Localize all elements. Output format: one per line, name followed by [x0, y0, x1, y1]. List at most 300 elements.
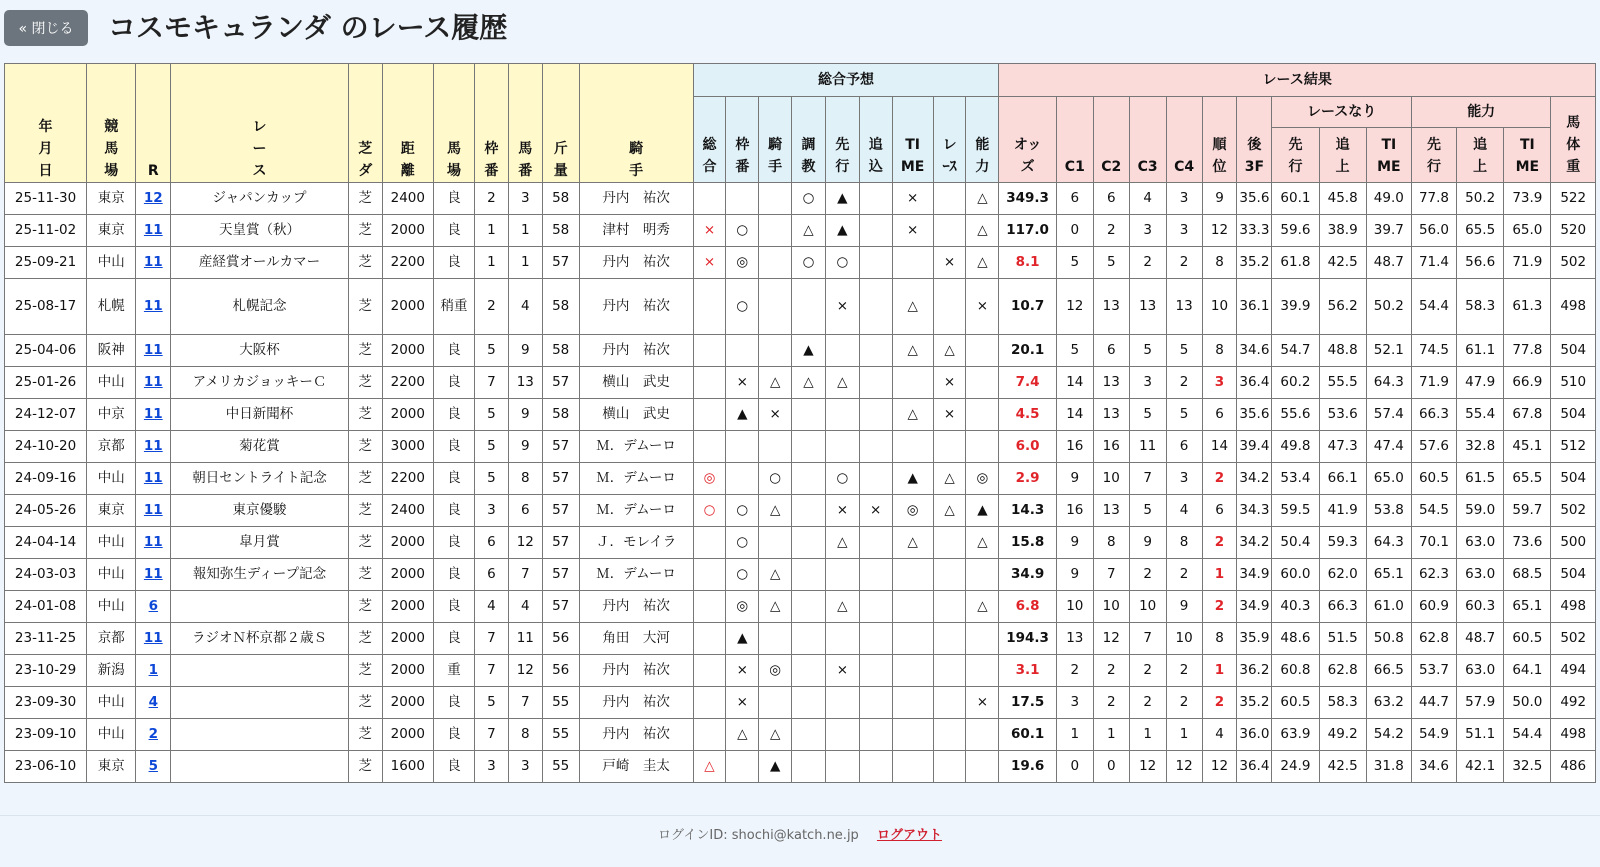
cell-prediction-mark: △ — [966, 527, 999, 559]
cell-distance: 2000 — [382, 279, 433, 335]
race-link[interactable]: 6 — [148, 598, 158, 614]
cell-jockey: 丹内 祐次 — [579, 247, 693, 279]
race-link[interactable]: 11 — [143, 534, 163, 550]
cell-race-nari: 49.0 — [1366, 183, 1411, 215]
cell-race-nari: 53.6 — [1319, 399, 1366, 431]
cell-body-weight: 502 — [1551, 247, 1596, 279]
cell-corner-position: 3 — [1166, 463, 1202, 495]
cell-last3f: 35.2 — [1237, 687, 1272, 719]
cell-race-nari: 47.4 — [1366, 431, 1411, 463]
cell-body-weight: 512 — [1551, 431, 1596, 463]
cell-prediction-mark — [933, 559, 966, 591]
cell-distance: 2000 — [382, 215, 433, 247]
cell-last3f: 34.2 — [1237, 527, 1272, 559]
cell-prediction-mark: △ — [726, 719, 759, 751]
cell-corner-position: 2 — [1166, 655, 1202, 687]
cell-corner-position: 5 — [1129, 399, 1166, 431]
cell-prediction-mark — [693, 559, 726, 591]
race-link[interactable]: 11 — [143, 254, 163, 270]
cell-jockey: Ｍ．デムーロ — [579, 559, 693, 591]
cell-waku: 2 — [475, 183, 509, 215]
cell-race-number — [136, 527, 171, 559]
race-link[interactable]: 11 — [143, 502, 163, 518]
cell-kinryo: 57 — [542, 591, 579, 623]
cell-body-weight: 522 — [1551, 183, 1596, 215]
cell-track: 中山 — [87, 559, 136, 591]
col-last3f: 後 3F — [1237, 97, 1272, 183]
cell-odds: 3.1 — [999, 655, 1056, 687]
cell-body-weight: 504 — [1551, 399, 1596, 431]
cell-track: 中山 — [87, 591, 136, 623]
cell-last3f: 39.4 — [1237, 431, 1272, 463]
cell-race-nari: 31.8 — [1366, 751, 1411, 783]
cell-last3f: 35.6 — [1237, 399, 1272, 431]
cell-prediction-mark — [726, 431, 759, 463]
race-row — [5, 399, 1596, 431]
cell-race-name: 天皇賞（秋） — [171, 215, 349, 247]
cell-condition: 良 — [433, 463, 474, 495]
cell-prediction-mark: △ — [966, 591, 999, 623]
cell-prediction-mark: △ — [966, 183, 999, 215]
cell-prediction-mark — [759, 183, 792, 215]
cell-prediction-mark: ▲ — [892, 463, 933, 495]
race-row — [5, 687, 1596, 719]
cell-rank: 1 — [1202, 655, 1237, 687]
cell-waku: 3 — [475, 751, 509, 783]
cell-prediction-mark — [859, 463, 892, 495]
cell-race-nari: 50.2 — [1366, 279, 1411, 335]
cell-race-name — [171, 591, 349, 623]
col-rank: 順 位 — [1202, 97, 1237, 183]
cell-race-nari: 38.9 — [1319, 215, 1366, 247]
col-track: 競 馬 場 — [87, 64, 136, 183]
cell-ability: 77.8 — [1411, 183, 1456, 215]
cell-ability: 56.6 — [1457, 247, 1504, 279]
cell-prediction-mark — [792, 655, 826, 687]
cell-prediction-mark: ○ — [726, 527, 759, 559]
cell-corner-position: 2 — [1166, 247, 1202, 279]
cell-race-nari: 52.1 — [1366, 335, 1411, 367]
cell-rank: 8 — [1202, 247, 1237, 279]
race-link[interactable]: 4 — [148, 694, 158, 710]
cell-ability: 64.1 — [1504, 655, 1551, 687]
cell-distance: 2000 — [382, 623, 433, 655]
cell-kinryo: 58 — [542, 399, 579, 431]
cell-corner-position: 12 — [1093, 623, 1129, 655]
cell-track: 中山 — [87, 687, 136, 719]
cell-prediction-mark — [859, 399, 892, 431]
cell-race-nari: 55.5 — [1319, 367, 1366, 399]
cell-jockey: Ｍ．デムーロ — [579, 495, 693, 527]
cell-prediction-mark: × — [693, 247, 726, 279]
cell-prediction-mark — [693, 719, 726, 751]
cell-ability: 60.9 — [1411, 591, 1456, 623]
cell-prediction-mark: × — [726, 687, 759, 719]
cell-race-nari: 63.9 — [1272, 719, 1319, 751]
cell-race-number — [136, 183, 171, 215]
cell-corner-position: 2 — [1129, 559, 1166, 591]
cell-prediction-mark — [933, 687, 966, 719]
cell-corner-position: 13 — [1056, 623, 1093, 655]
cell-corner-position: 5 — [1129, 495, 1166, 527]
cell-race-nari: 60.2 — [1272, 367, 1319, 399]
race-row — [5, 655, 1596, 687]
cell-rank: 2 — [1202, 527, 1237, 559]
cell-odds: 194.3 — [999, 623, 1056, 655]
cell-prediction-mark — [792, 279, 826, 335]
cell-body-weight: 504 — [1551, 559, 1596, 591]
cell-corner-position: 11 — [1129, 431, 1166, 463]
cell-prediction-mark: △ — [966, 215, 999, 247]
cell-corner-position: 3 — [1129, 367, 1166, 399]
cell-prediction-mark: △ — [759, 559, 792, 591]
cell-race-nari: 51.5 — [1319, 623, 1366, 655]
col-pred-jockey: 騎 手 — [759, 97, 792, 183]
race-link[interactable]: 11 — [143, 470, 163, 486]
cell-prediction-mark: △ — [759, 719, 792, 751]
cell-corner-position: 7 — [1129, 463, 1166, 495]
cell-ability: 50.2 — [1457, 183, 1504, 215]
cell-kinryo: 58 — [542, 279, 579, 335]
logout-link[interactable]: ログアウト — [876, 828, 942, 843]
race-link[interactable]: 5 — [148, 758, 158, 774]
cell-jockey: 戸崎 圭太 — [579, 751, 693, 783]
cell-rank: 12 — [1202, 215, 1237, 247]
cell-body-weight: 504 — [1551, 463, 1596, 495]
cell-date: 25-11-30 — [5, 183, 87, 215]
cell-race-number — [136, 559, 171, 591]
cell-corner-position: 2 — [1056, 655, 1093, 687]
cell-race-name: 札幌記念 — [171, 279, 349, 335]
cell-prediction-mark — [825, 559, 859, 591]
cell-ability: 47.9 — [1457, 367, 1504, 399]
cell-date: 24-05-26 — [5, 495, 87, 527]
race-link[interactable]: 11 — [143, 298, 163, 314]
race-link[interactable]: 11 — [143, 374, 163, 390]
cell-prediction-mark — [693, 367, 726, 399]
cell-prediction-mark — [859, 215, 892, 247]
cell-track: 阪神 — [87, 335, 136, 367]
cell-corner-position: 14 — [1056, 367, 1093, 399]
cell-ability: 73.6 — [1504, 527, 1551, 559]
cell-ability: 50.0 — [1504, 687, 1551, 719]
cell-last3f: 34.9 — [1237, 591, 1272, 623]
race-link[interactable]: 11 — [143, 406, 163, 422]
cell-kinryo: 55 — [542, 687, 579, 719]
race-row — [5, 623, 1596, 655]
cell-distance: 3000 — [382, 431, 433, 463]
cell-prediction-mark — [759, 279, 792, 335]
cell-prediction-mark — [792, 623, 826, 655]
cell-prediction-mark — [693, 655, 726, 687]
cell-odds: 20.1 — [999, 335, 1056, 367]
cell-odds: 19.6 — [999, 751, 1056, 783]
cell-prediction-mark — [966, 719, 999, 751]
cell-prediction-mark — [759, 687, 792, 719]
cell-kinryo: 56 — [542, 623, 579, 655]
cell-waku: 5 — [475, 335, 509, 367]
cell-odds: 15.8 — [999, 527, 1056, 559]
cell-prediction-mark: ◎ — [726, 591, 759, 623]
col-body-weight: 馬 体 重 — [1551, 97, 1596, 183]
cell-condition: 良 — [433, 367, 474, 399]
cell-date: 24-01-08 — [5, 591, 87, 623]
cell-body-weight: 486 — [1551, 751, 1596, 783]
cell-race-number — [136, 335, 171, 367]
cell-prediction-mark: × — [825, 495, 859, 527]
cell-race-nari: 60.1 — [1272, 183, 1319, 215]
cell-race-nari: 61.0 — [1366, 591, 1411, 623]
race-link[interactable]: 11 — [143, 566, 163, 582]
cell-ability: 63.0 — [1457, 559, 1504, 591]
cell-jockey: Ｊ．モレイラ — [579, 527, 693, 559]
cell-ability: 42.1 — [1457, 751, 1504, 783]
cell-ability: 73.9 — [1504, 183, 1551, 215]
cell-race-nari: 39.7 — [1366, 215, 1411, 247]
cell-odds: 2.9 — [999, 463, 1056, 495]
col-condition: 馬 場 — [433, 64, 474, 183]
cell-prediction-mark: × — [966, 279, 999, 335]
cell-umaban: 13 — [508, 367, 542, 399]
cell-prediction-mark: ◎ — [726, 247, 759, 279]
cell-ability: 63.0 — [1457, 655, 1504, 687]
cell-prediction-mark: △ — [892, 279, 933, 335]
cell-ability: 59.0 — [1457, 495, 1504, 527]
close-button[interactable]: « 閉じる — [4, 10, 88, 46]
cell-race-number — [136, 279, 171, 335]
cell-prediction-mark — [825, 751, 859, 783]
cell-corner-position: 12 — [1129, 751, 1166, 783]
cell-prediction-mark: △ — [792, 367, 826, 399]
cell-umaban: 9 — [508, 431, 542, 463]
cell-prediction-mark — [892, 367, 933, 399]
cell-last3f: 36.4 — [1237, 751, 1272, 783]
cell-corner-position: 5 — [1166, 399, 1202, 431]
cell-track: 東京 — [87, 183, 136, 215]
cell-prediction-mark: × — [759, 399, 792, 431]
cell-surface: 芝 — [348, 687, 382, 719]
group-ability: 能力 — [1411, 97, 1551, 128]
cell-last3f: 35.6 — [1237, 183, 1272, 215]
cell-race-nari: 50.8 — [1366, 623, 1411, 655]
cell-prediction-mark — [966, 335, 999, 367]
cell-ability: 55.4 — [1457, 399, 1504, 431]
cell-prediction-mark: ○ — [825, 463, 859, 495]
cell-race-nari: 55.6 — [1272, 399, 1319, 431]
cell-prediction-mark — [792, 751, 826, 783]
cell-corner-position: 7 — [1129, 623, 1166, 655]
cell-prediction-mark — [933, 183, 966, 215]
cell-condition: 稍重 — [433, 279, 474, 335]
cell-condition: 良 — [433, 431, 474, 463]
cell-prediction-mark: × — [825, 655, 859, 687]
race-row — [5, 719, 1596, 751]
cell-prediction-mark — [933, 279, 966, 335]
cell-track: 中山 — [87, 463, 136, 495]
cell-last3f: 33.3 — [1237, 215, 1272, 247]
cell-track: 中山 — [87, 247, 136, 279]
cell-date: 25-01-26 — [5, 367, 87, 399]
cell-date: 24-04-14 — [5, 527, 87, 559]
cell-waku: 7 — [475, 719, 509, 751]
cell-prediction-mark — [892, 431, 933, 463]
cell-ability: 70.1 — [1411, 527, 1456, 559]
race-link[interactable]: 11 — [143, 222, 163, 238]
cell-track: 京都 — [87, 431, 136, 463]
cell-track: 新潟 — [87, 655, 136, 687]
cell-surface: 芝 — [348, 719, 382, 751]
race-link[interactable]: 11 — [143, 342, 163, 358]
cell-umaban: 7 — [508, 687, 542, 719]
cell-prediction-mark: △ — [759, 367, 792, 399]
race-row — [5, 431, 1596, 463]
cell-kinryo: 57 — [542, 527, 579, 559]
cell-distance: 2400 — [382, 183, 433, 215]
cell-condition: 良 — [433, 399, 474, 431]
cell-race-nari: 62.8 — [1319, 655, 1366, 687]
cell-corner-position: 9 — [1166, 591, 1202, 623]
cell-prediction-mark: × — [933, 399, 966, 431]
cell-race-number — [136, 591, 171, 623]
race-link[interactable]: 2 — [148, 726, 158, 742]
cell-kinryo: 55 — [542, 751, 579, 783]
cell-prediction-mark — [859, 719, 892, 751]
cell-rank: 6 — [1202, 495, 1237, 527]
cell-ability: 54.4 — [1411, 279, 1456, 335]
cell-prediction-mark — [693, 687, 726, 719]
cell-prediction-mark — [966, 655, 999, 687]
cell-race-name — [171, 655, 349, 687]
cell-jockey: 丹内 祐次 — [579, 279, 693, 335]
cell-corner-position: 10 — [1093, 591, 1129, 623]
cell-waku: 5 — [475, 431, 509, 463]
cell-corner-position: 1 — [1166, 719, 1202, 751]
cell-odds: 7.4 — [999, 367, 1056, 399]
cell-odds: 34.9 — [999, 559, 1056, 591]
cell-waku: 5 — [475, 687, 509, 719]
cell-rank: 12 — [1202, 751, 1237, 783]
cell-race-name: アメリカジョッキーＣ — [171, 367, 349, 399]
cell-track: 京都 — [87, 623, 136, 655]
cell-kinryo: 58 — [542, 335, 579, 367]
cell-prediction-mark — [892, 559, 933, 591]
race-history-table — [4, 63, 1596, 783]
cell-prediction-mark — [892, 751, 933, 783]
cell-body-weight: 502 — [1551, 623, 1596, 655]
cell-corner-position: 5 — [1166, 335, 1202, 367]
cell-jockey: Ｍ．デムーロ — [579, 463, 693, 495]
cell-race-number — [136, 367, 171, 399]
cell-date: 25-09-21 — [5, 247, 87, 279]
cell-waku: 2 — [475, 279, 509, 335]
cell-prediction-mark — [693, 399, 726, 431]
cell-umaban: 7 — [508, 559, 542, 591]
cell-prediction-mark: ◎ — [693, 463, 726, 495]
cell-prediction-mark: ▲ — [966, 495, 999, 527]
race-link[interactable]: 12 — [143, 190, 163, 206]
cell-body-weight: 498 — [1551, 279, 1596, 335]
cell-prediction-mark — [859, 623, 892, 655]
cell-distance: 2200 — [382, 367, 433, 399]
cell-odds: 117.0 — [999, 215, 1056, 247]
cell-race-nari: 47.3 — [1319, 431, 1366, 463]
cell-jockey: 丹内 祐次 — [579, 591, 693, 623]
cell-race-nari: 53.4 — [1272, 463, 1319, 495]
cell-prediction-mark — [759, 527, 792, 559]
cell-prediction-mark: × — [966, 687, 999, 719]
cell-surface: 芝 — [348, 399, 382, 431]
col-pred-front: 先 行 — [825, 97, 859, 183]
cell-prediction-mark: ▲ — [726, 623, 759, 655]
cell-track: 東京 — [87, 751, 136, 783]
cell-prediction-mark — [933, 527, 966, 559]
cell-rank: 2 — [1202, 687, 1237, 719]
cell-condition: 良 — [433, 559, 474, 591]
cell-track: 中山 — [87, 719, 136, 751]
cell-umaban: 8 — [508, 463, 542, 495]
col-ab-front: 先 行 — [1411, 128, 1456, 183]
cell-last3f: 35.9 — [1237, 623, 1272, 655]
cell-umaban: 4 — [508, 279, 542, 335]
cell-waku: 6 — [475, 527, 509, 559]
cell-odds: 4.5 — [999, 399, 1056, 431]
group-prediction: 総合予想 — [693, 64, 999, 97]
login-id-text: ログインID: shochi@katch.ne.jp — [658, 828, 859, 843]
cell-track: 東京 — [87, 495, 136, 527]
cell-surface: 芝 — [348, 247, 382, 279]
col-pred-closer: 追 込 — [859, 97, 892, 183]
cell-prediction-mark — [792, 687, 826, 719]
cell-umaban: 3 — [508, 751, 542, 783]
cell-prediction-mark — [892, 719, 933, 751]
cell-prediction-mark — [892, 623, 933, 655]
cell-odds: 8.1 — [999, 247, 1056, 279]
cell-prediction-mark — [892, 655, 933, 687]
cell-race-nari: 57.4 — [1366, 399, 1411, 431]
cell-surface: 芝 — [348, 215, 382, 247]
cell-corner-position: 2 — [1166, 687, 1202, 719]
header-row-groups — [5, 64, 1596, 97]
cell-prediction-mark — [693, 527, 726, 559]
cell-umaban: 12 — [508, 527, 542, 559]
col-umaban: 馬 番 — [508, 64, 542, 183]
cell-race-nari: 58.3 — [1319, 687, 1366, 719]
race-link[interactable]: 11 — [143, 438, 163, 454]
cell-surface: 芝 — [348, 623, 382, 655]
cell-prediction-mark: ○ — [792, 183, 826, 215]
cell-prediction-mark — [693, 183, 726, 215]
race-link[interactable]: 1 — [148, 662, 158, 678]
cell-prediction-mark: × — [726, 367, 759, 399]
cell-umaban: 8 — [508, 719, 542, 751]
cell-race-name: 皐月賞 — [171, 527, 349, 559]
cell-corner-position: 9 — [1056, 559, 1093, 591]
cell-prediction-mark — [892, 687, 933, 719]
cell-prediction-mark: ○ — [693, 495, 726, 527]
col-ab-closing: 追 上 — [1457, 128, 1504, 183]
race-row — [5, 367, 1596, 399]
cell-odds: 6.0 — [999, 431, 1056, 463]
cell-condition: 良 — [433, 591, 474, 623]
cell-race-nari: 54.2 — [1366, 719, 1411, 751]
race-row — [5, 247, 1596, 279]
race-link[interactable]: 11 — [143, 630, 163, 646]
col-c1: C1 — [1056, 97, 1093, 183]
cell-prediction-mark: ◎ — [966, 463, 999, 495]
cell-race-nari: 60.8 — [1272, 655, 1319, 687]
cell-ability: 77.8 — [1504, 335, 1551, 367]
cell-prediction-mark: △ — [693, 751, 726, 783]
